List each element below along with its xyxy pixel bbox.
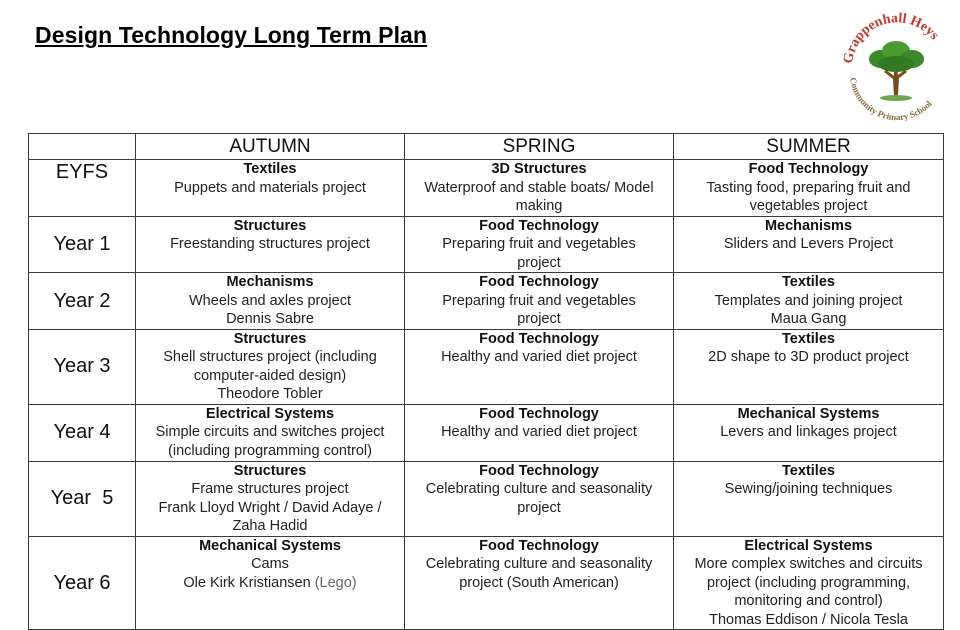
- topic-title: Mechanical Systems: [737, 405, 880, 422]
- cell-text: 2D shape to 3D product project: [708, 349, 909, 365]
- cell-text: making: [515, 198, 563, 214]
- cell-year1-autumn: [136, 216, 405, 273]
- cell-year2-autumn: [136, 273, 405, 330]
- topic-title: Mechanisms: [226, 274, 314, 290]
- cell-text: Maua Gang: [770, 311, 847, 327]
- cell-text: Sewing/joining techniques: [724, 481, 893, 497]
- table-row: [29, 216, 944, 273]
- page-title: Design Technology Long Term Plan: [35, 22, 428, 48]
- cell-text: Shell structures project (including: [163, 349, 377, 365]
- cell-year5-autumn: [136, 461, 405, 536]
- topic-title: Mechanisms: [764, 217, 853, 234]
- cell-year5-spring: [405, 461, 674, 536]
- cell-text: project: [517, 499, 561, 516]
- cell-text: Healthy and varied diet project: [441, 349, 637, 365]
- topic-title: Food Technology: [479, 330, 599, 347]
- logo-name-text: Grappenhall Heys: [840, 11, 942, 65]
- table-row: [29, 160, 944, 217]
- cell-text: More complex switches and circuits: [694, 556, 923, 572]
- topic-title: Electrical Systems: [744, 537, 873, 554]
- topic-title: Food Technology: [479, 217, 599, 234]
- cell-text: (including programming control): [168, 442, 372, 459]
- cell-text: Sliders and Levers Project: [723, 236, 894, 252]
- topic-title: Food Technology: [479, 405, 599, 422]
- cell-year6-autumn: [136, 536, 405, 630]
- cell-text: Puppets and materials project: [174, 179, 366, 196]
- tree-icon: [869, 41, 924, 101]
- logo-subtitle-text: Community Primary School: [848, 76, 934, 123]
- topic-title: Textiles: [782, 274, 835, 290]
- topic-title: Structures: [233, 330, 307, 347]
- table-row: [29, 404, 944, 461]
- topic-title: Textiles: [782, 330, 835, 347]
- topic-title: Mechanical Systems: [199, 537, 341, 554]
- cell-text: Celebrating culture and seasonality: [425, 556, 653, 572]
- cell-text: Templates and joining project: [714, 292, 903, 309]
- cell-text: Tasting food, preparing fruit and: [706, 179, 911, 196]
- topic-title: Food Technology: [479, 274, 599, 290]
- cell-text: Frank Lloyd Wright / David Adaye /: [158, 499, 382, 516]
- cell-year2-spring: [405, 273, 674, 330]
- row-label-year-5: Year 5: [29, 461, 136, 536]
- cell-year3-summer: [674, 329, 944, 404]
- header-summer: SUMMER: [674, 134, 944, 160]
- topic-title: Textiles: [243, 161, 297, 177]
- table-header-row: [29, 134, 944, 160]
- cell-year4-spring: [405, 404, 674, 461]
- designer-note: (Lego): [310, 574, 357, 591]
- table-row: [29, 273, 944, 330]
- cell-eyfs-autumn: [136, 160, 405, 217]
- cell-year6-spring: [405, 536, 674, 630]
- cell-year4-autumn: [136, 404, 405, 461]
- cell-text: Thomas Eddison / Nicola Tesla: [709, 611, 908, 628]
- cell-year1-spring: [405, 216, 674, 273]
- cell-text: project: [517, 254, 561, 271]
- cell-eyfs-spring: [405, 160, 674, 217]
- cell-text: monitoring and control): [734, 593, 883, 609]
- header-corner-cell: [29, 134, 136, 160]
- designer-name: Ole Kirk Kristiansen: [183, 574, 311, 591]
- cell-text: Levers and linkages project: [720, 424, 897, 440]
- cell-text: Celebrating culture and seasonality: [425, 481, 653, 497]
- topic-title: Food Technology: [748, 161, 869, 177]
- cell-text: Preparing fruit and vegetables: [442, 236, 636, 252]
- row-label-year-4: Year 4: [29, 404, 136, 461]
- cell-text: Freestanding structures project: [170, 236, 370, 252]
- cell-text: Zaha Hadid: [232, 518, 308, 534]
- cell-text: Simple circuits and switches project: [155, 424, 385, 440]
- header-autumn: AUTUMN: [136, 134, 405, 160]
- cell-text: Waterproof and stable boats/ Model: [424, 179, 654, 196]
- row-label-year-3: Year 3: [29, 329, 136, 404]
- topic-title: Food Technology: [479, 462, 599, 479]
- cell-text: vegetables project: [749, 198, 868, 214]
- cell-text: Preparing fruit and vegetables: [442, 292, 636, 309]
- cell-text: computer-aided design): [193, 367, 347, 384]
- table-row: [29, 536, 944, 630]
- cell-year1-summer: [674, 216, 944, 273]
- cell-text: Wheels and axles project: [189, 292, 351, 309]
- cell-text: project (including programming,: [706, 574, 911, 591]
- cell-eyfs-summer: [674, 160, 944, 217]
- school-logo: [836, 4, 956, 124]
- cell-year5-summer: [674, 461, 944, 536]
- row-label-year-6: Year 6: [29, 536, 136, 630]
- cell-text-designer: [140, 574, 400, 593]
- topic-title: Electrical Systems: [205, 405, 335, 422]
- cell-year3-spring: [405, 329, 674, 404]
- table-row: [29, 329, 944, 404]
- topic-title: Structures: [233, 217, 307, 234]
- cell-text: Cams: [251, 556, 289, 572]
- cell-text: Theodore Tobler: [217, 386, 323, 402]
- cell-year2-summer: [674, 273, 944, 330]
- header-spring: SPRING: [405, 134, 674, 160]
- topic-title: Textiles: [782, 462, 835, 479]
- cell-year4-summer: [674, 404, 944, 461]
- topic-title: 3D Structures: [491, 161, 587, 177]
- topic-title: Food Technology: [479, 537, 599, 554]
- cell-text: project (South American): [459, 574, 619, 591]
- cell-text: Dennis Sabre: [226, 311, 314, 327]
- cell-year3-autumn: [136, 329, 405, 404]
- table-row: [29, 461, 944, 536]
- row-label-eyfs: EYFS: [29, 160, 136, 217]
- long-term-plan-table: [28, 133, 944, 630]
- cell-text: Healthy and varied diet project: [441, 424, 637, 440]
- cell-text: project: [517, 311, 561, 327]
- cell-text: Frame structures project: [191, 481, 349, 497]
- row-label-year-2: Year 2: [29, 273, 136, 330]
- row-label-year-1: Year 1: [29, 216, 136, 273]
- topic-title: Structures: [233, 462, 307, 479]
- cell-year6-summer: [674, 536, 944, 630]
